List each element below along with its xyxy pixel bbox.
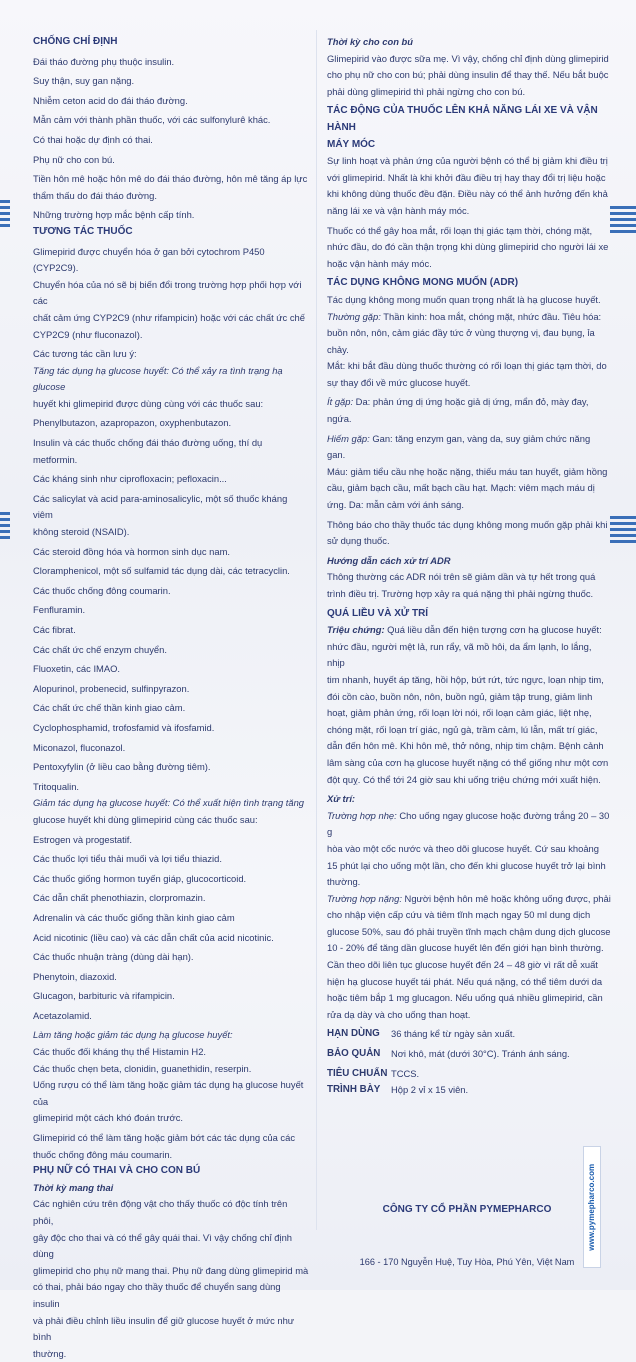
spec-value: 36 tháng kể từ ngày sản xuất. (391, 1028, 516, 1040)
uncommon-text: Da: phản ứng dị ứng hoặc giả dị ứng, mẩn đỏ, mày đay, (353, 396, 589, 408)
pregnancy-text: thường. (33, 1347, 67, 1359)
contra-item: Mẫn cảm với thành phần thuốc, với các sulfonylurê khác. (33, 114, 271, 126)
decrease-item: Estrogen và progestatif. (33, 833, 133, 845)
pregnancy-text: và phải điều chỉnh liều insulin để giữ glucose huyết ở mức như bình (33, 1314, 295, 1343)
rare-text: Gan: tăng enzym gan, vàng da, suy giảm chức năng gan. (327, 432, 591, 461)
decrease-item: Các thuốc lợi tiểu thải muối và lợi tiểu thiazid. (33, 853, 222, 865)
contra-item: Những trường hợp mắc bệnh cấp tính. (33, 209, 195, 221)
increase-item: Các chất ức chế thần kinh giao cảm. (33, 702, 186, 714)
driving-text: với glimepirid. Nhất là khi khởi đầu điều trị hay thay đổi trị liệu hoặc (327, 171, 606, 183)
common-text: Thần kinh: hoa mắt, chóng mặt, nhức đầu. Tiêu hóa: (380, 310, 602, 322)
both-item: Các thuốc chẹn beta, clonidin, guanethidin, reserpin. (33, 1062, 252, 1074)
breastfeeding-text: phải dùng glimepirid thì phải ngừng cho con bú. (327, 85, 526, 97)
interaction-note: Các tương tác cần lưu ý: (33, 348, 137, 360)
symptoms-text: hoạt, giảm phản ứng, rối loạn lời nói, rối loạn cảm giác, liệt nhẹ, (327, 707, 592, 719)
interaction-text: Glimepirid được chuyển hóa ở gan bởi cytochrom P450 (CYP2C9). (33, 245, 265, 274)
contra-item: Đái tháo đường phụ thuộc insulin. (33, 55, 175, 67)
spec-key: BẢO QUẢN (327, 1048, 381, 1060)
symptoms-text: chóng mặt, rối loạn trí giác, ngủ gà, trầm cảm, lú lẫn, mất trí giác, (327, 723, 598, 735)
severe-text: hiện hạ glucose huyết tái phát. Nếu quá nặng, có thể tiêm dưới da (327, 975, 603, 987)
increase-item: Tritoqualin. (33, 780, 80, 792)
symptoms-label: Triệu chứng: (327, 624, 385, 636)
interaction-text: CYP2C9 (như fluconazol). (33, 328, 143, 340)
mild-text: hòa vào một cốc nước và theo dõi glucose huyết. Cứ sau khoảng (327, 842, 599, 854)
spec-row-shelf-life (327, 1026, 611, 1043)
edge-stripes-left-top (0, 200, 10, 230)
adr-guide-text: trình điều trị. Trường hợp xảy ra quá nặng thì phải ngừng thuốc. (327, 588, 594, 599)
increase-item: Phenylbutazon, azapropazon, oxyphenbutazon. (33, 417, 232, 429)
spec-value: TCCS. (391, 1067, 420, 1079)
decrease-item: Các thuốc giống hormon tuyến giáp, glucocorticoid. (33, 872, 247, 884)
mild-text: Cho uống ngay glucose hoặc đường trắng 20 – 30 g (327, 809, 610, 838)
edge-stripes-right-top (610, 206, 636, 236)
symptoms-text: đột quỵ. Có thể tới 24 giờ sau khi uống triệu chứng mới xuất hiện. (327, 773, 601, 785)
increase-item: Miconazol, fluconazol. (33, 741, 126, 753)
contra-item: Suy thận, suy gan nặng. (33, 75, 135, 87)
left-column (33, 34, 309, 1362)
driving-text: năng lái xe và vận hành máy móc. (327, 204, 470, 216)
common-text: sự thay đổi về mức glucose huyết. (327, 376, 471, 388)
decrease-item: Phenytoin, diazoxid. (33, 970, 117, 982)
adr-guide-subheading: Hướng dẫn cách xử trí ADR (327, 554, 451, 566)
driving-text: Thuốc có thể gây hoa mắt, rối loạn thị giác tạm thời, chóng mặt, (327, 224, 593, 236)
spec-row-standard (327, 1066, 611, 1083)
coumarin-text: Glimepirid có thể làm tăng hoặc giảm bớt các tác dụng của các (33, 1132, 296, 1144)
alcohol-text: Uống rượu có thể làm tăng hoặc giảm tác dụng hạ glucose huyết của (33, 1079, 304, 1107)
interaction-text: Chuyển hóa của nó sẽ bị biến đổi trong trường hợp phối hợp với các (33, 278, 302, 307)
increase-item: Cyclophosphamid, trofosfamid và ifosfamid. (33, 721, 215, 733)
heading-driving: MÁY MÓC (327, 138, 376, 150)
mild-label: Trường hợp nhẹ: (327, 809, 397, 821)
severe-text: rửa dạ dày và cho uống than hoạt. (327, 1008, 471, 1020)
pregnancy-text: glimepirid cho phụ nữ mang thai. Phụ nữ đang dùng glimepirid mà (33, 1264, 309, 1276)
decrease-effect-intro: Giảm tác dụng hạ glucose huyết: Có thể xuất hiện tình trạng tăng (33, 797, 305, 809)
increase-item: Fenfluramin. (33, 604, 86, 616)
breastfeeding-text: cho phụ nữ cho con bú; phải dùng insulin để thay thế. Nếu bắt buộc (327, 69, 609, 81)
rare-text: ứng. Da: mẫn cảm với ánh sáng. (327, 499, 464, 511)
common-text: Mắt: khi bắt đầu dùng thuốc thường có rối loạn thị giác tạm thời, do (327, 360, 607, 372)
heading-interactions: TƯƠNG TÁC THUỐC (33, 225, 133, 237)
uncommon-label: Ít gặp: (327, 396, 354, 408)
interaction-text: chất cảm ứng CYP2C9 (như rifampicin) hoặc với các chất ức chế (33, 311, 305, 323)
increase-effect-intro: Tăng tác dụng hạ glucose huyết: Có thể xảy ra tình trạng hạ glucose (33, 364, 283, 393)
severe-text: 10 - 20% để tăng dần glucose huyết lên đến giới hạn bình thường. (327, 942, 604, 954)
adr-guide-text: Thông thường các ADR nói trên sẽ giảm dần và tự hết trong quá (327, 571, 596, 583)
increase-effect-intro: huyết khi glimepirid được dùng cùng với các thuốc sau: (33, 397, 264, 409)
spec-key: TIÊU CHUẨN (327, 1067, 388, 1079)
rare-text: cầu, giảm bạch cầu, mất bạch cầu hạt. Mạch: viêm mạch máu dị (327, 482, 595, 494)
company-address: 166 - 170 Nguyễn Huệ, Tuy Hòa, Phú Yên, Việt Nam (359, 1257, 575, 1267)
increase-item: Alopurinol, probenecid, sulfinpyrazon. (33, 682, 190, 694)
symptoms-text: tim nhanh, huyết áp tăng, hồi hộp, bứt rứt, tức ngực, loạn nhịp tim, (327, 673, 604, 685)
severe-text: glucose 50%, sau đó phải truyền tĩnh mạch chậm dung dịch glucose (327, 925, 611, 937)
rare-label: Hiếm gặp: (327, 432, 370, 444)
contra-item: Có thai hoặc dự định có thai. (33, 133, 153, 145)
increase-item: Các steroid đồng hóa và hormon sinh dục nam. (33, 545, 230, 557)
decrease-item: Adrenalin và các thuốc giống thần kinh giao cảm (33, 911, 235, 923)
increase-item: Các chất ức chế enzym chuyển. (33, 643, 167, 655)
increase-item: Cloramphenicol, một số sulfamid tác dụng dài, các tetracyclin. (33, 565, 290, 577)
column-divider (316, 30, 317, 1230)
both-item: Các thuốc đối kháng thụ thể Histamin H2. (33, 1046, 207, 1058)
symptoms-text: Quá liều dẫn đến hiện tượng cơn hạ glucose huyết: (384, 624, 602, 636)
coumarin-text: thuốc chống đông máu coumarin. (33, 1148, 173, 1160)
increase-item: không steroid (NSAID). (33, 526, 130, 538)
symptoms-text: lâm sàng của cơn hạ glucose huyết nặng có thể giống như một cơn (327, 756, 609, 768)
severe-label: Trường hợp nặng: (327, 892, 402, 904)
increase-item: Pentoxyfylin (ở liều cao bằng đường tiêm). (33, 761, 211, 773)
heading-driving: TÁC ĐỘNG CỦA THUỐC LÊN KHẢ NĂNG LÁI XE VÀ VẬN HÀNH (327, 105, 598, 133)
contra-item: Tiền hôn mê hoặc hôn mê do đái tháo đường, hôn mê tăng áp lực (33, 173, 308, 185)
driving-text: nhức đầu, do đó cần thận trọng khi dùng glimepirid cho người lái xe (327, 241, 609, 253)
treatment-label: Xử trí: (327, 793, 356, 805)
edge-stripes-left-bottom (0, 512, 10, 542)
decrease-item: Glucagon, barbituric và rifampicin. (33, 990, 175, 1002)
common-text: buồn nôn, nôn, cảm giác đầy tức ở vùng thượng vị, đau bụng, ỉa chảy. (327, 327, 595, 355)
spec-value: Nơi khô, mát (dưới 30°C). Tránh ánh sáng. (391, 1048, 570, 1060)
severe-text: Người bệnh hôn mê hoặc không uống được, phải (401, 892, 611, 904)
increase-item: Fluoxetin, các IMAO. (33, 663, 121, 675)
breastfeeding-text: Glimepirid vào được sữa mẹ. Vì vậy, chống chỉ định dùng glimepirid (327, 52, 609, 64)
alcohol-text: glimepirid một cách khó đoán trước. (33, 1112, 183, 1124)
symptoms-text: dẫn đến hôn mê. Khi hôn mê, thở nông, nhịp tim chậm. Bệnh cảnh (327, 740, 604, 752)
report-text: Thông báo cho thầy thuốc tác dụng không mong muốn gặp phải khi (327, 518, 608, 530)
pregnancy-subheading: Thời kỳ mang thai (33, 1181, 114, 1193)
pregnancy-text: Các nghiên cứu trên động vật cho thấy thuốc có độc tính trên phôi, (33, 1198, 288, 1226)
severe-text: cho nhập viện cấp cứu và tiêm tĩnh mạch ngay 50 ml dung dịch (327, 909, 591, 921)
heading-adverse-reactions: TÁC DỤNG KHÔNG MONG MUỐN (ADR) (327, 277, 519, 289)
decrease-item: Các dẫn chất phenothiazin, clorpromazin. (33, 892, 206, 904)
common-label: Thường gặp: (327, 310, 381, 322)
mild-text: 15 phút lại cho uống một lần, cho đến khi glucose huyết trở lại bình (327, 859, 606, 871)
heading-pregnancy: PHỤ NỮ CÓ THAI VÀ CHO CON BÚ (33, 1165, 201, 1177)
decrease-item: Các thuốc nhuận tràng (dùng dài hạn). (33, 951, 194, 963)
website-bar (583, 1146, 601, 1268)
company-name: CÔNG TY CỔ PHẦN PYMEPHARCO (382, 1204, 552, 1215)
heading-overdose: QUÁ LIỀU VÀ XỬ TRÍ (327, 607, 429, 619)
driving-text: khi không dùng thuốc đều đặn. Điều này có thể ảnh hưởng đến khả (327, 188, 608, 200)
right-column (327, 34, 611, 1099)
severe-text: Cần theo dõi liên tục glucose huyết đến 24 – 48 giờ vì rất dễ xuất (327, 959, 598, 971)
driving-text: hoặc vận hành máy móc. (327, 257, 432, 269)
breastfeeding-subheading: Thời kỳ cho con bú (327, 36, 413, 47)
decrease-item: Acetazolamid. (33, 1009, 92, 1021)
increase-item: Các thuốc chống đông coumarin. (33, 584, 171, 596)
rare-text: Máu: giảm tiểu cầu nhẹ hoặc nặng, thiếu máu tan huyết, giảm hồng (327, 465, 608, 477)
spec-row-storage (327, 1046, 611, 1063)
contra-item: thẩm thấu do đái tháo đường. (33, 189, 157, 201)
decrease-effect-intro: glucose huyết khi dùng glimepirid cùng các thuốc sau: (33, 813, 258, 825)
spec-row-packaging (327, 1082, 611, 1099)
decrease-item: Acid nicotinic (liều cao) và các dẫn chất của acid nicotinic. (33, 931, 274, 943)
symptoms-text: nhức đầu, người mệt lả, run rẩy, vã mồ hôi, da ẩm lạnh, lo lắng, nhịp (327, 640, 592, 669)
adr-intro: Tác dụng không mong muốn quan trọng nhất là hạ glucose huyết. (327, 293, 601, 305)
report-text: sử dụng thuốc. (327, 535, 390, 547)
spec-key: TRÌNH BÀY (327, 1084, 381, 1096)
pregnancy-text: gây độc cho thai và có thể gây quái thai. Vì vậy chống chỉ định dùng (33, 1231, 293, 1260)
spec-key: HẠN DÙNG (327, 1028, 380, 1040)
spec-value: Hộp 2 vỉ x 15 viên. (391, 1084, 469, 1096)
symptoms-text: đói cồn cào, buồn nôn, nôn, buồn ngủ, giảm tập trung, giảm linh (327, 690, 593, 702)
driving-text: Sự linh hoạt và phản ứng của người bệnh có thể bị giảm khi điều trị (327, 155, 608, 167)
increase-item: Các salicylat và acid para-aminosalicylic, một số thuốc kháng viêm (33, 492, 288, 521)
edge-stripes-right-bottom (610, 516, 636, 546)
severe-text: hoặc tiêm bắp 1 mg glucagon. Nếu uống quá nhiều glimepirid, cần (327, 992, 603, 1004)
uncommon-text: ngứa. (327, 413, 352, 425)
pregnancy-text: có thai, phải báo ngay cho thầy thuốc để chuyển sang dùng insulin (33, 1281, 281, 1309)
increase-item: Các fibrat. (33, 624, 76, 635)
contra-item: Phụ nữ cho con bú. (33, 153, 115, 165)
increase-item: Các kháng sinh như ciprofloxacin; pefloxacin... (33, 473, 227, 485)
contra-item: Nhiễm ceton acid do đái tháo đường. (33, 94, 188, 106)
mild-text: thường. (327, 876, 361, 888)
both-effect-intro: Làm tăng hoặc giảm tác dụng hạ glucose huyết: (33, 1029, 233, 1041)
heading-contraindications: CHỐNG CHỈ ĐỊNH (33, 36, 118, 47)
website-link[interactable]: www.pymepharco.com (586, 1163, 596, 1251)
increase-item: Insulin và các thuốc chống đái tháo đường uống, thí dụ metformin. (33, 437, 263, 465)
